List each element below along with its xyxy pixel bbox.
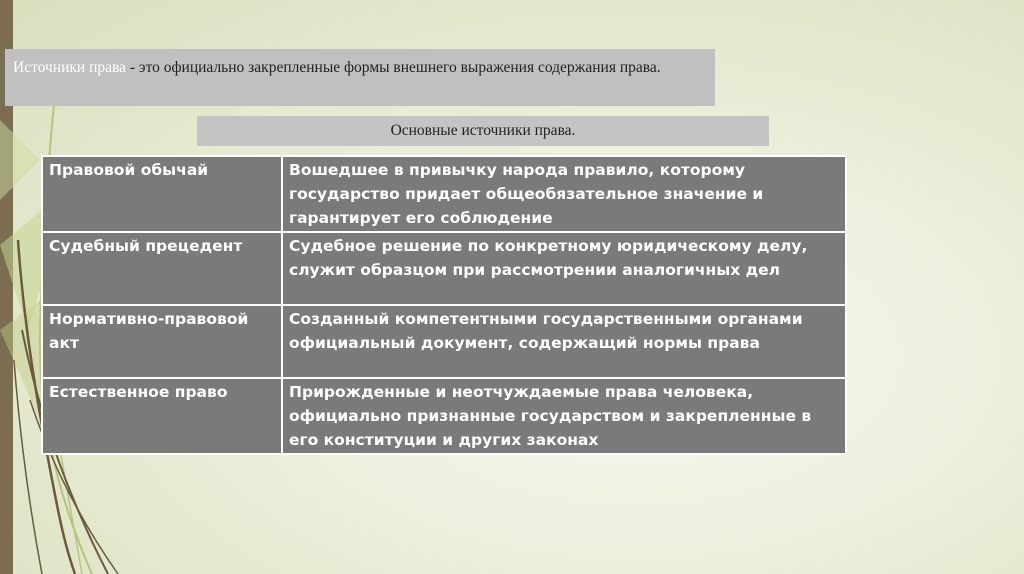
definition-box [5, 49, 715, 106]
definition-text: - это официально закрепленные формы внешнего выражения содержания права. [126, 59, 661, 76]
source-description: Прирожденные и неотчуждаемые права человека, официально признанные государством и закрепленные в его конституции и других законах [282, 378, 846, 454]
source-description: Судебное решение по конкретному юридическому делу, служит образцом при рассмотрении аналогичных дел [282, 232, 846, 305]
table-row [42, 232, 846, 305]
definition-term: Источники права [13, 59, 126, 76]
source-term: Судебный прецедент [42, 232, 282, 305]
subheading-title: Основные источники права. [390, 122, 576, 139]
source-description: Вошедшее в привычку народа правило, которому государство придает общеобязательное значение и гарантирует его соблюдение [282, 156, 846, 232]
table-row [42, 156, 846, 232]
source-term: Нормативно-правовой акт [42, 305, 282, 378]
sources-table [41, 155, 847, 455]
source-term: Правовой обычай [42, 156, 282, 232]
source-description: Созданный компетентными государственными органами официальный документ, содержащий нормы права [282, 305, 846, 378]
table-row [42, 305, 846, 378]
subheading-box [197, 116, 769, 146]
source-term: Естественное право [42, 378, 282, 454]
table-row [42, 378, 846, 454]
